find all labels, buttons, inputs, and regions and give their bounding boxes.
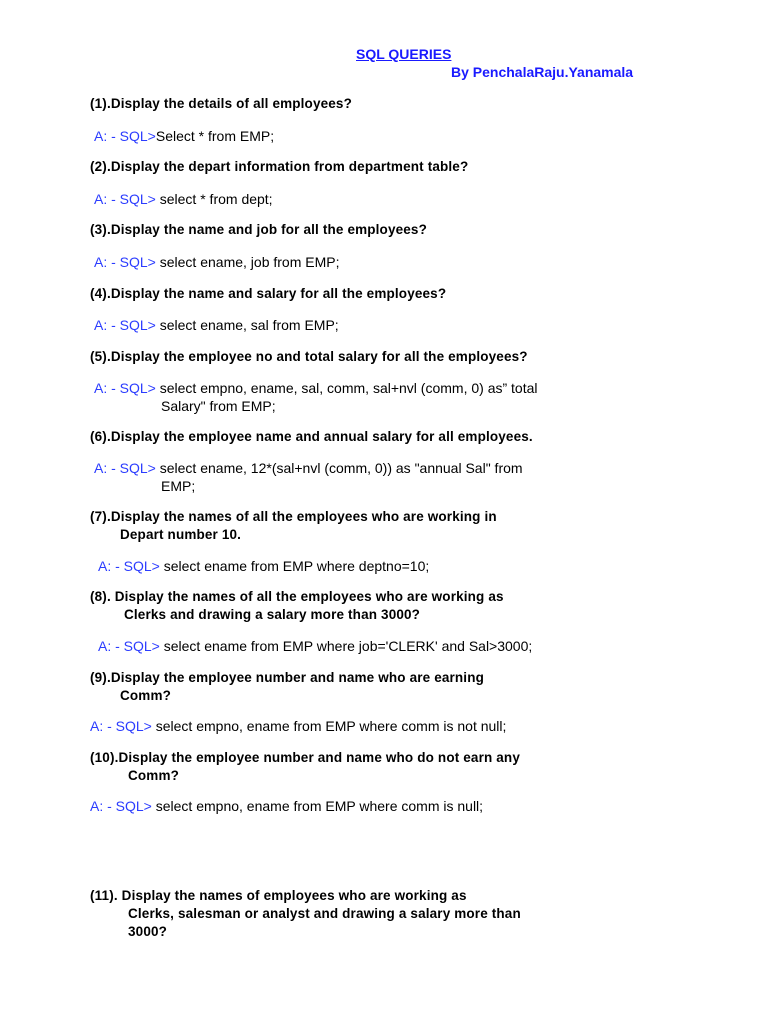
question-text-continued: Comm? xyxy=(120,688,171,703)
answer-8 xyxy=(98,637,532,655)
question-text: (7).Display the names of all the employees who are working in xyxy=(90,509,497,524)
sql-prompt: A: - SQL> xyxy=(98,558,160,574)
sql-statement: select empno, ename from EMP where comm is null; xyxy=(151,798,484,814)
sql-statement: select ename, job from EMP; xyxy=(155,254,340,270)
question-text-continued: Depart number 10. xyxy=(120,527,242,542)
sql-statement: select ename, 12*(sal+nvl (comm, 0)) as "annual Sal" from xyxy=(155,460,523,476)
question-text-continued-2: 3000? xyxy=(128,924,168,939)
answer-5 xyxy=(94,379,538,415)
question-text: (4).Display the name and salary for all the employees? xyxy=(90,286,447,301)
answer-1 xyxy=(94,127,274,145)
question-text: (3).Display the name and job for all the employees? xyxy=(90,222,427,237)
sql-statement: select ename from EMP where deptno=10; xyxy=(159,558,430,574)
sql-statement: select empno, ename from EMP where comm is not null; xyxy=(151,718,507,734)
answer-4 xyxy=(94,316,339,334)
sql-prompt: A: - SQL> xyxy=(90,718,152,734)
sql-prompt: A: - SQL> xyxy=(90,798,152,814)
sql-statement-continued: Salary" from EMP; xyxy=(161,398,276,414)
question-9 xyxy=(90,669,484,705)
question-text: (8). Display the names of all the employees who are working as xyxy=(90,589,504,604)
answer-6 xyxy=(94,459,523,495)
question-2 xyxy=(90,158,468,176)
answer-3 xyxy=(94,253,340,271)
question-7 xyxy=(90,508,497,544)
question-text-continued: Comm? xyxy=(128,768,179,783)
question-text: (9).Display the employee number and name who are earning xyxy=(90,670,484,685)
question-text: (6).Display the employee name and annual salary for all employees. xyxy=(90,429,533,444)
document-title: SQL QUERIES xyxy=(356,46,452,62)
question-text-continued: Clerks and drawing a salary more than 3000? xyxy=(124,607,421,622)
sql-statement-continued: EMP; xyxy=(161,478,196,494)
answer-9 xyxy=(90,717,506,735)
sql-prompt: A: - SQL> xyxy=(94,460,156,476)
question-text: (10).Display the employee number and name who do not earn any xyxy=(90,750,520,765)
sql-statement: Select * from EMP; xyxy=(155,128,275,144)
sql-prompt: A: - SQL> xyxy=(94,380,156,396)
sql-prompt: A: - SQL> xyxy=(98,638,160,654)
answer-2 xyxy=(94,190,273,208)
sql-statement: select ename from EMP where job='CLERK' and Sal>3000; xyxy=(159,638,533,654)
sql-statement: select ename, sal from EMP; xyxy=(155,317,339,333)
question-1 xyxy=(90,95,352,113)
question-6 xyxy=(90,428,533,446)
question-3 xyxy=(90,221,427,239)
answer-10 xyxy=(90,797,483,815)
question-text: (5).Display the employee no and total salary for all the employees? xyxy=(90,349,528,364)
question-text: (11). Display the names of employees who are working as xyxy=(90,888,467,903)
question-11 xyxy=(90,887,521,941)
answer-7 xyxy=(98,557,429,575)
sql-prompt: A: - SQL> xyxy=(94,317,156,333)
question-8 xyxy=(90,588,504,624)
question-5 xyxy=(90,348,528,366)
sql-prompt: A: - SQL> xyxy=(94,254,156,270)
question-4 xyxy=(90,285,446,303)
sql-prompt: A: - SQL> xyxy=(94,191,156,207)
question-text-continued: Clerks, salesman or analyst and drawing a salary more than xyxy=(128,906,521,921)
question-10 xyxy=(90,749,520,785)
question-text: (2).Display the depart information from department table? xyxy=(90,159,469,174)
sql-statement: select empno, ename, sal, comm, sal+nvl (comm, 0) as” total xyxy=(155,380,538,396)
question-text: (1).Display the details of all employees? xyxy=(90,96,352,111)
sql-statement: select * from dept; xyxy=(155,191,273,207)
document-author: By PenchalaRaju.Yanamala xyxy=(451,64,634,80)
sql-prompt: A: - SQL> xyxy=(94,128,156,144)
